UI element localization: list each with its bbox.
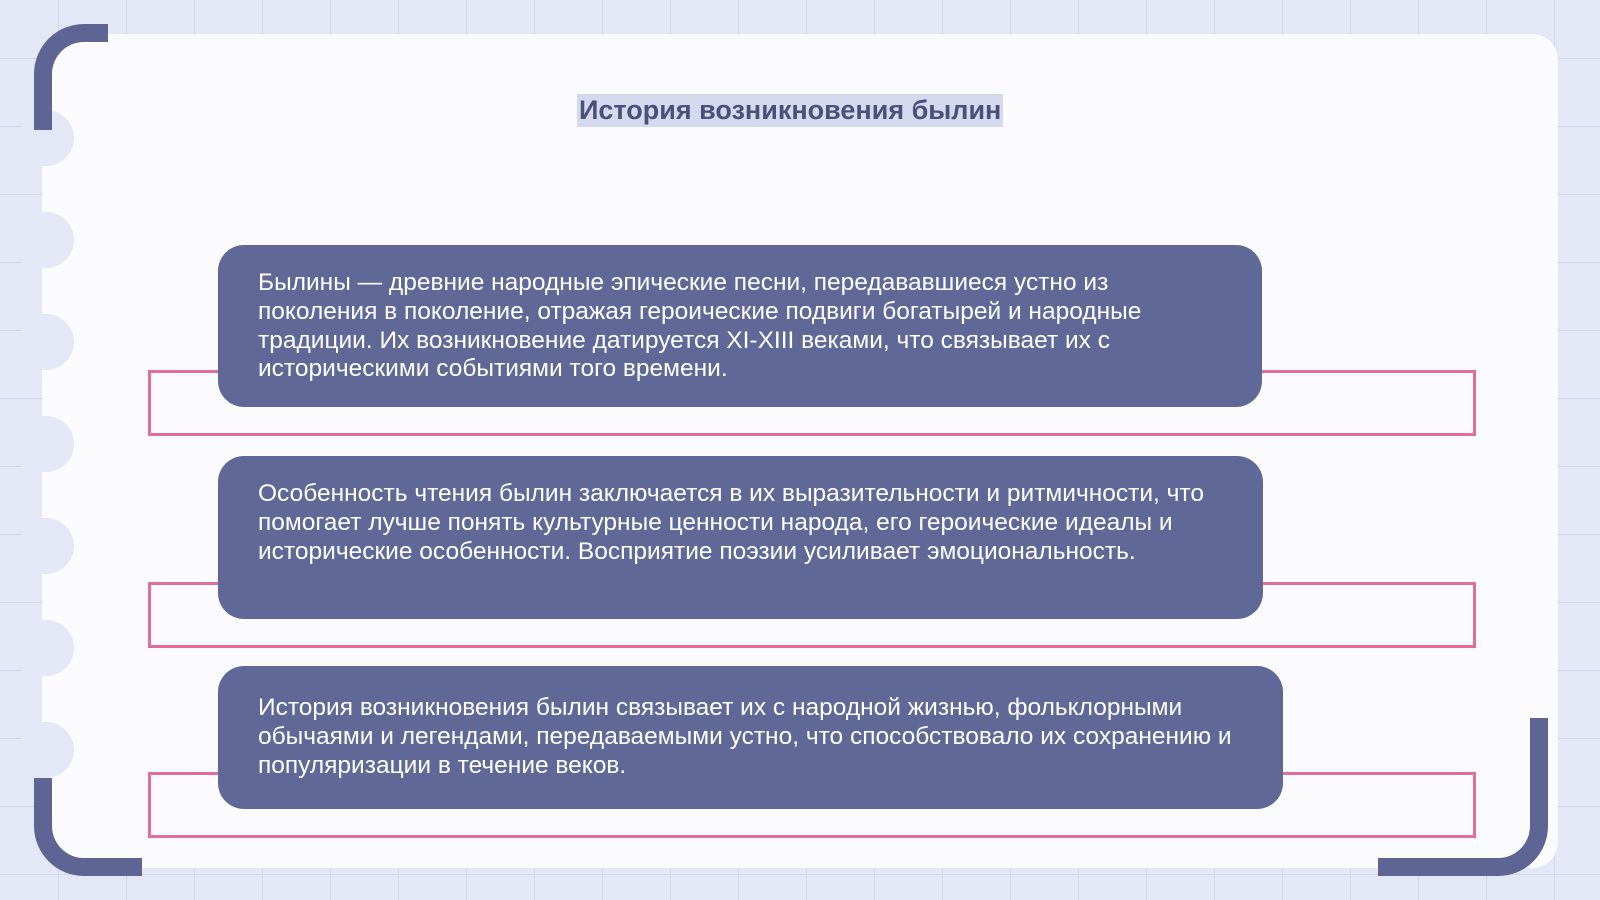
slide-title: История возникновения былин bbox=[577, 94, 1003, 127]
text-box-2: Особенность чтения былин заключается в их выразительности и ритмичности, что помогает лучше понять культурные ценности народа, его героические идеалы и исторические особенности. Восприятие поэзии усиливает эмоциональность. bbox=[218, 456, 1263, 619]
text-box-3: История возникновения былин связывает их с народной жизнью, фольклорными обычаями и легендами, передаваемыми устно, что способствовало их сохранению и популяризации в течение веков. bbox=[218, 666, 1283, 809]
corner-bracket-top-left bbox=[34, 24, 108, 130]
text-box-1: Былины — древние народные эпические песни, передававшиеся устно из поколения в поколение, отражая героические подвиги богатырей и народные традиции. Их возникновение датируется XI-XIII веками, что связывает их с историческими событиями того времени. bbox=[218, 245, 1262, 407]
corner-bracket-bottom-left bbox=[34, 778, 142, 876]
